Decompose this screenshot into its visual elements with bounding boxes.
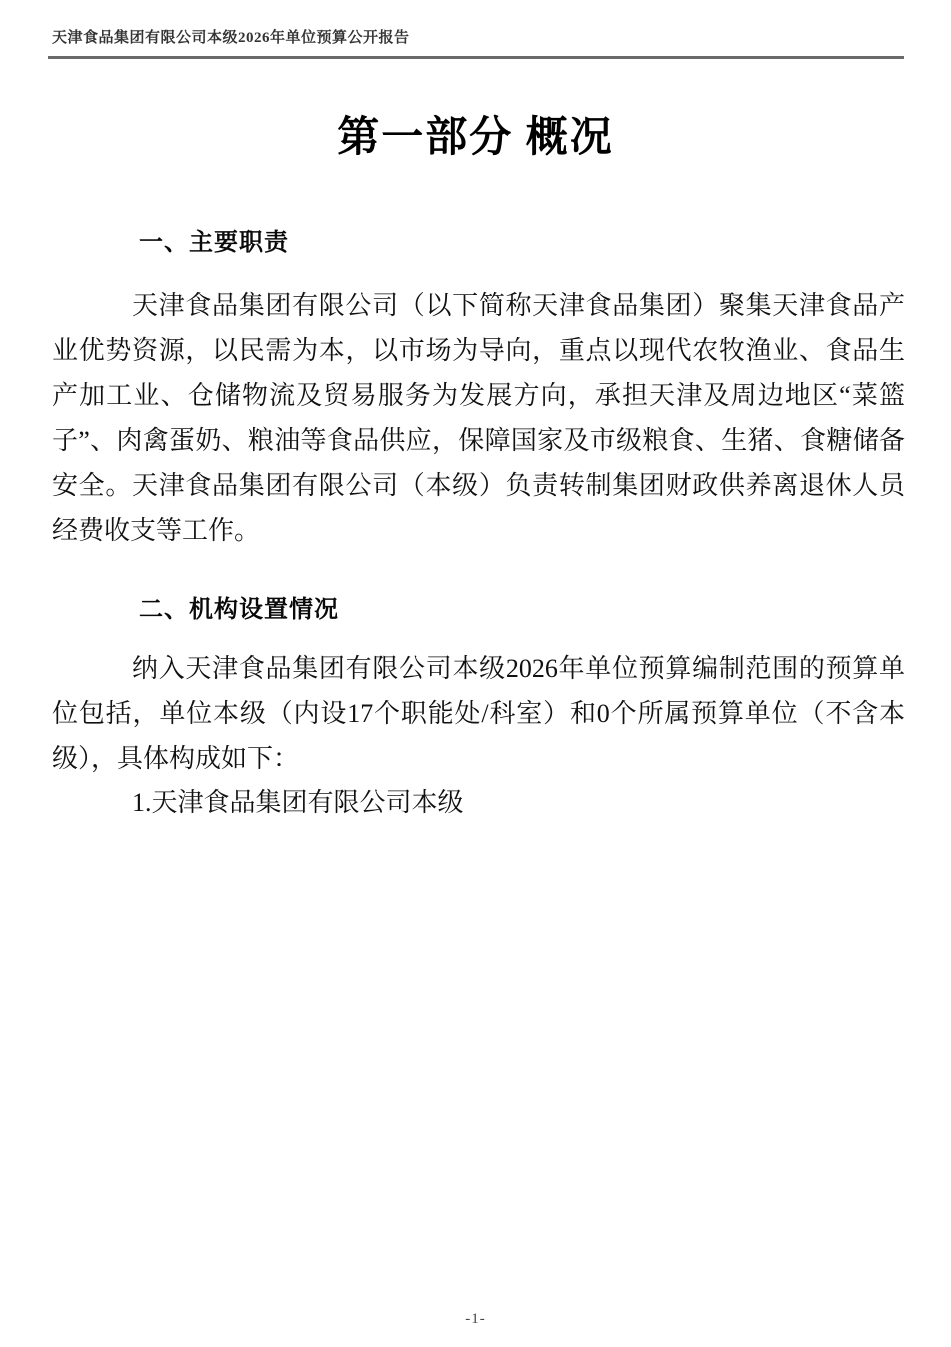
list-item-unit-1: 1.天津食品集团有限公司本级 [132, 788, 464, 817]
document-title: 第一部分 概况 [337, 115, 614, 161]
header-divider-rule [48, 56, 904, 59]
section-heading-main-duties: 一、主要职责 [139, 229, 289, 256]
page-header-title: 天津食品集团有限公司本级2026年单位预算公开报告 [52, 30, 410, 46]
paragraph-org-setup: 纳入天津食品集团有限公司本级2026年单位预算编制范围的预算单位包括，单位本级（内设17个职能处/科室）和0个所属预算单位（不含本级），具体构成如下： [52, 654, 905, 773]
paragraph-main-duties: 天津食品集团有限公司（以下简称天津食品集团）聚集天津食品产业优势资源，以民需为本，以市场为导向，重点以现代农牧渔业、食品生产加工业、仓储物流及贸易服务为发展方向，承担天津及周边地区“菜篮子”、肉禽蛋奶、粮油等食品供应，保障国家及市级粮食、生猪、食糖储备安全。天津食品集团有限公司（本级）负责转制集团财政供养离退休人员经费收支等工作。 [52, 291, 905, 545]
section-heading-org-setup: 二、机构设置情况 [139, 596, 339, 623]
page-number: -1- [465, 1311, 486, 1327]
